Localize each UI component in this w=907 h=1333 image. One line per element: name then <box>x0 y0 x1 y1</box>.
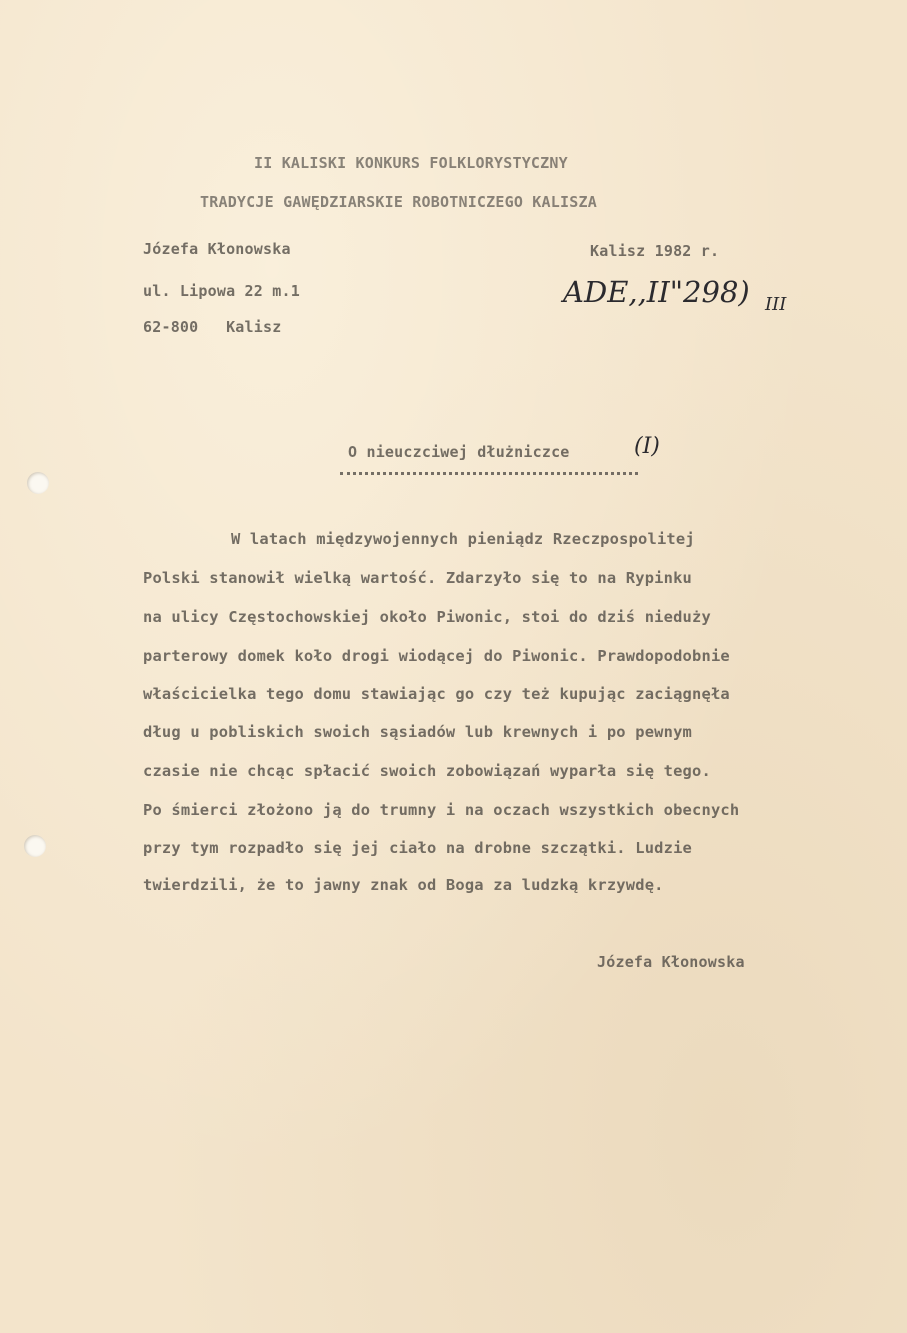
author-street: ul. Lipowa 22 m.1 <box>143 282 300 300</box>
archive-signature-suffix: III <box>765 294 787 315</box>
story-title-underline <box>340 472 638 475</box>
contest-title: II KALISKI KONKURS FOLKLORYSTYCZNY <box>254 154 568 172</box>
story-title-mark: (I) <box>634 434 660 459</box>
story-line: na ulicy Częstochowskiej około Piwonic, stoi do dziś nieduży <box>143 608 711 626</box>
story-signature: Józefa Kłonowska <box>597 953 745 971</box>
story-line: Po śmierci złożono ją do trumny i na oczach wszystkich obecnych <box>143 801 740 819</box>
story-line: W latach międzywojennych pieniądz Rzeczpospolitej <box>231 530 695 548</box>
story-line: dług u pobliskich swoich sąsiadów lub krewnych i po pewnym <box>143 723 693 741</box>
story-line: twierdzili, że to jawny znak od Boga za ludzką krzywdę. <box>143 876 664 894</box>
story-line: parterowy domek koło drogi wiodącej do Piwonic. Prawdopodobnie <box>143 647 730 665</box>
story-title: O nieuczciwej dłużniczce <box>348 443 570 461</box>
contest-subtitle: TRADYCJE GAWĘDZIARSKIE ROBOTNICZEGO KALISZA <box>200 193 597 211</box>
archive-signature-mark: ADE,,II"298) <box>563 275 750 309</box>
punch-hole-bottom <box>24 835 46 857</box>
story-line: czasie nie chcąc spłacić swoich zobowiązań wyparła się tego. <box>143 762 711 780</box>
story-line: właścicielka tego domu stawiając go czy też kupując zaciągnęła <box>143 685 730 703</box>
author-name: Józefa Kłonowska <box>143 240 291 258</box>
place-date: Kalisz 1982 r. <box>590 242 720 260</box>
punch-hole-top <box>27 472 49 494</box>
author-city: 62-800 Kalisz <box>143 318 282 336</box>
story-line: przy tym rozpadło się jej ciało na drobne szczątki. Ludzie <box>143 839 693 857</box>
story-line: Polski stanowił wielką wartość. Zdarzyło się to na Rypinku <box>143 569 693 587</box>
